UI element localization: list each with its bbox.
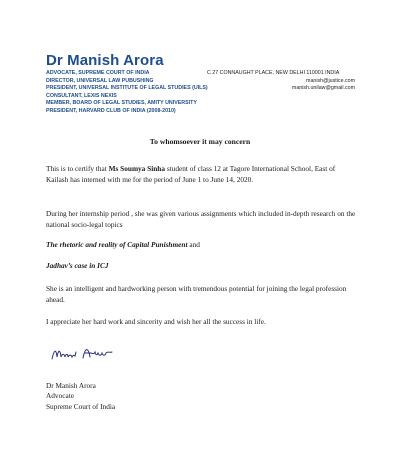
letterhead-titles	[46, 70, 208, 116]
p1-details: student of class 12 at Tagore International School, East of Kailash has interned with me for the period of June 1 to June 14, 2020.	[46, 164, 336, 185]
letter-heading: To whomsoever it may concern	[149, 137, 251, 146]
intern-name: Ms Soumya Sinha	[108, 164, 165, 173]
signatory-role: Advocate	[46, 391, 74, 401]
signature-block	[46, 381, 115, 412]
topic-jadhav-case: Jadhav’s case in ICJ	[46, 261, 109, 270]
letterhead-contact	[205, 70, 355, 93]
closing-paragraph: I appreciate her hard work and sincerity and wish her all the success in life.	[46, 317, 266, 326]
handwritten-signature	[50, 342, 120, 364]
letterhead-title-line: DIRECTOR, UNIVERSAL LAW PUBUSHING	[46, 77, 154, 84]
signatory-court: Supreme Court of India	[46, 401, 116, 411]
letterhead-email-primary[interactable]: manish@justice.com	[306, 77, 355, 84]
letterhead-title-line: ADVOCATE, SUPREME COURT OF INDIA	[46, 70, 150, 76]
topic-conjunction: and	[187, 240, 200, 249]
letterhead-address: C 27 CONNAUGHT PLACE, NEW DELHI 110001 INDIA	[207, 70, 340, 76]
letterhead-name: Dr Manish Arora	[46, 52, 164, 69]
letterhead-title-line: MEMBER, BOARD OF LEGAL STUDIES, AMITY UNIVERSITY	[46, 100, 197, 107]
letterhead-email-secondary[interactable]: manish.unilaw@gmail.com	[291, 85, 355, 92]
letterhead-title-line: CONSULTANT, LEXIS NEXIS	[46, 92, 117, 99]
assignments-paragraph: During her internship period , she was given various assignments which included in-depth research on the national socio-legal topics	[46, 209, 356, 230]
certification-paragraph	[46, 163, 356, 185]
letterhead-title-line: PRESIDENT, UNIVERSAL INSTITUTE OF LEGAL STUDIES (UILS)	[46, 85, 208, 92]
topic-line-1	[46, 240, 200, 249]
signatory-name: Dr Manish Arora	[46, 381, 96, 390]
p1-intro: This is to certify that	[46, 164, 109, 173]
topic-capital-punishment: The rhetoric and reality of Capital Punishment	[46, 240, 188, 249]
character-paragraph: She is an intelligent and hardworking person with tremendous potential for joining the legal profession ahead.	[46, 284, 347, 305]
letterhead-title-line: PRESIDENT, HARVARD CLUB OF INDIA (2008-2010)	[46, 107, 176, 114]
